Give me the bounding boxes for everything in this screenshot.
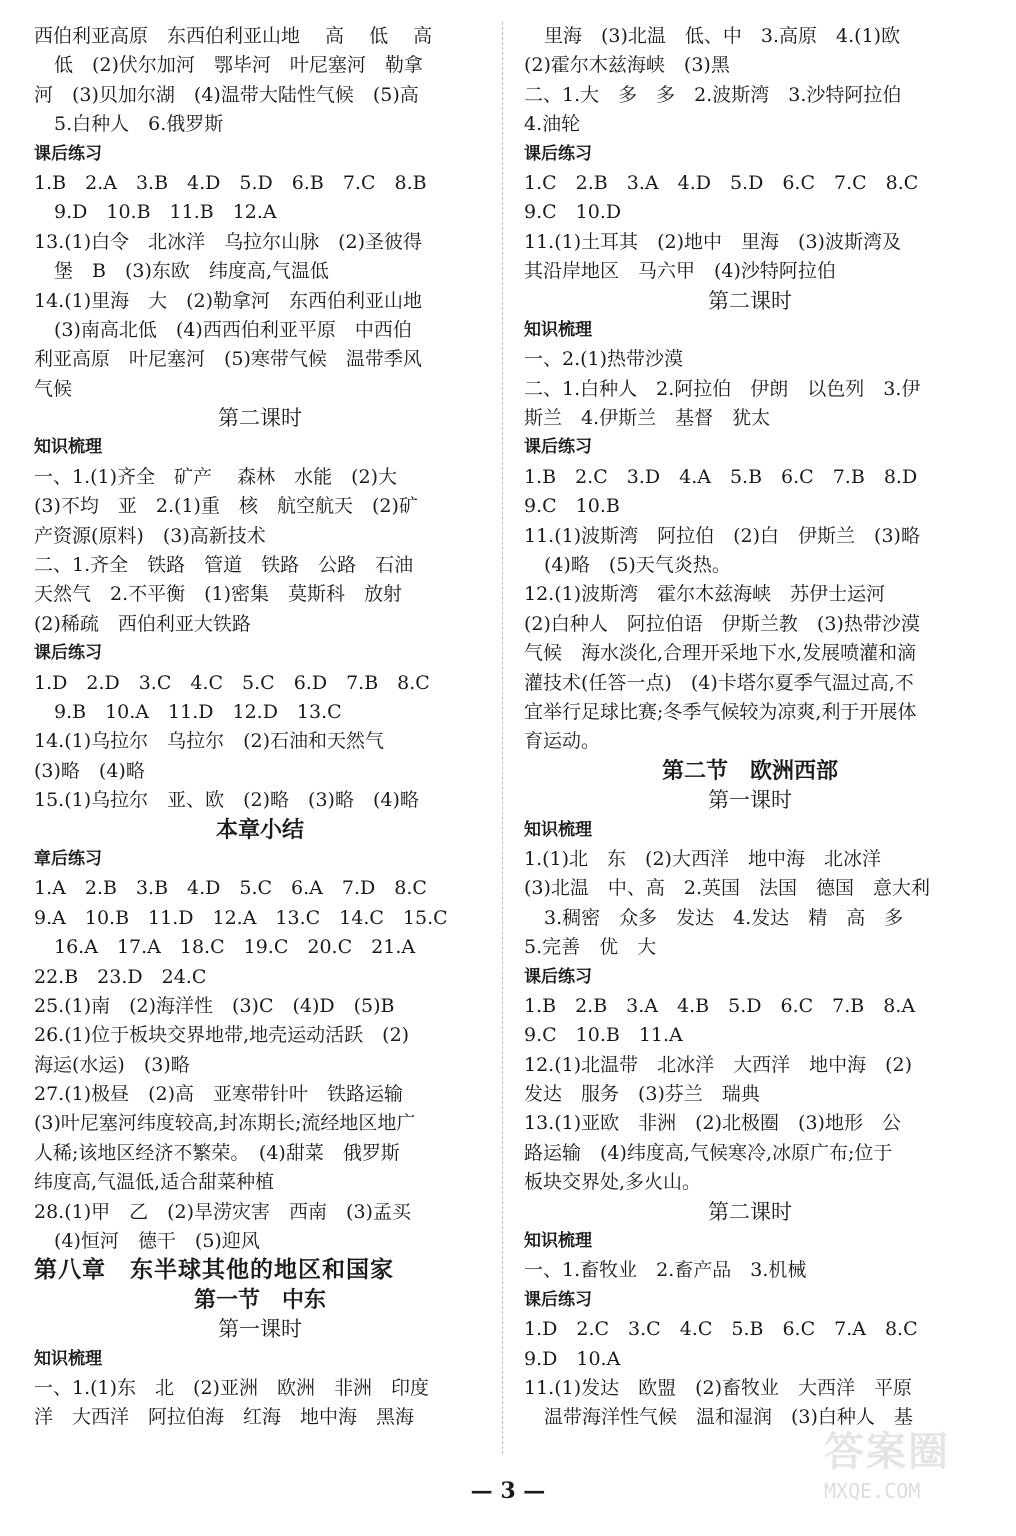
text-line: 4.油轮 <box>524 113 581 136</box>
text-line: 育运动。 <box>524 730 601 753</box>
text-line: 1.B 2.B 3.A 4.B 5.D 6.C 7.B 8.A <box>524 994 916 1017</box>
text-line: 16.A 17.A 18.C 19.C 20.C 21.A <box>54 936 416 959</box>
subheading: 知识梳理 <box>34 437 102 458</box>
text-line: 二、1.大 多 多 2.波斯湾 3.沙特阿拉伯 <box>524 83 902 106</box>
subheading: 课后练习 <box>524 143 592 164</box>
text-line: 22.B 23.D 24.C <box>34 965 207 988</box>
text-line: 堡 B (3)东欧 纬度高,气温低 <box>54 260 329 283</box>
text-line: 9.B 10.A 11.D 12.D 13.C <box>54 700 342 723</box>
text-line: 里海 (3)北温 低、中 3.高原 4.(1)欧 <box>544 25 901 47</box>
subheading: 课后练习 <box>524 966 592 987</box>
text-line: 洋 大西洋 阿拉伯海 红海 地中海 黑海 <box>34 1406 415 1429</box>
column-divider <box>502 22 504 1454</box>
text-line: 其沿岸地区 马六甲 (4)沙特阿拉伯 <box>524 260 836 283</box>
text-line: (3)北温 中、高 2.英国 法国 德国 意大利 <box>524 877 931 900</box>
subheading: 课后练习 <box>34 643 102 664</box>
subheading: 知识梳理 <box>524 1231 592 1252</box>
text-line: 9.C 10.B 11.A <box>524 1024 683 1047</box>
text-line: 9.C 10.B <box>524 495 620 518</box>
lesson-title: 第一课时 <box>708 788 792 813</box>
text-line: (2)霍尔木兹海峡 (3)黑 <box>524 54 730 77</box>
text-line: 14.(1)乌拉尔 乌拉尔 (2)石油和天然气 <box>34 730 385 753</box>
text-line: 低 (2)伏尔加河 鄂毕河 叶尼塞河 勒拿 <box>54 54 423 77</box>
text-line: 1.B 2.C 3.D 4.A 5.B 6.C 7.B 8.D <box>524 465 918 488</box>
text-line: (4)恒河 德干 (5)迎风 <box>54 1230 260 1253</box>
text-line: (3)叶尼塞河纬度较高,封冻期长;流经地区地广 <box>34 1112 416 1135</box>
text-line: (2)稀疏 西伯利亚大铁路 <box>34 612 251 635</box>
text-line: 纬度高,气温低,适合甜菜种植 <box>34 1171 275 1194</box>
text-line: 1.A 2.B 3.B 4.D 5.C 6.A 7.D 8.C <box>34 877 427 900</box>
text-line: 1.B 2.A 3.B 4.D 5.D 6.B 7.C 8.B <box>34 171 427 194</box>
text-line: 25.(1)南 (2)海洋性 (3)C (4)D (5)B <box>34 994 395 1017</box>
text-line: 28.(1)甲 乙 (2)旱涝灾害 西南 (3)孟买 <box>34 1200 411 1223</box>
text-line: 14.(1)里海 大 (2)勒拿河 东西伯利亚山地 <box>34 289 423 312</box>
subheading: 知识梳理 <box>524 819 592 840</box>
text-line: (2)白种人 阿拉伯语 伊斯兰教 (3)热带沙漠 <box>524 612 920 635</box>
text-line: 产资源(原料) (3)高新技术 <box>34 524 266 547</box>
text-line: (3)略 (4)略 <box>34 759 145 782</box>
text-line: 9.C 10.D <box>524 201 622 224</box>
text-line: 11.(1)波斯湾 阿拉伯 (2)白 伊斯兰 (3)略 <box>524 524 920 547</box>
text-line: 气候 <box>34 377 73 400</box>
text-line: 13.(1)亚欧 非洲 (2)北极圈 (3)地形 公 <box>524 1112 901 1135</box>
text-line: 11.(1)土耳其 (2)地中 里海 (3)波斯湾及 <box>524 230 901 253</box>
chapter-title: 第八章 东半球其他的地区和国家 <box>34 1257 394 1284</box>
text-line: 一、1.(1)东 北 (2)亚洲 欧洲 非洲 印度 <box>34 1376 429 1399</box>
section-title: 第二节 欧洲西部 <box>661 758 838 784</box>
lesson-title: 第一课时 <box>218 1317 302 1342</box>
lesson-title: 第二课时 <box>708 1199 792 1224</box>
text-line: 发达 服务 (3)芬兰 瑞典 <box>524 1083 760 1106</box>
text-line: 5.白种人 6.俄罗斯 <box>54 113 224 136</box>
text-line: 河 (3)贝加尔湖 (4)温带大陆性气候 (5)高 <box>34 83 419 106</box>
text-line: 12.(1)波斯湾 霍尔木兹海峡 苏伊士运河 <box>524 583 886 606</box>
text-line: 温带海洋性气候 温和湿润 (3)白种人 基 <box>544 1406 913 1429</box>
text-line: 一、1.(1)齐全 矿产 森林 水能 (2)大 <box>34 465 397 488</box>
text-line: 人稀;该地区经济不繁荣。 (4)甜菜 俄罗斯 <box>34 1141 400 1164</box>
text-line: 15.(1)乌拉尔 亚、欧 (2)略 (3)略 (4)略 <box>34 789 419 812</box>
subheading: 章后练习 <box>34 848 102 869</box>
text-line: 12.(1)北温带 北冰洋 大西洋 地中海 (2) <box>524 1053 913 1076</box>
text-line: 9.A 10.B 11.D 12.A 13.C 14.C 15.C <box>34 906 448 929</box>
text-line: 26.(1)位于板块交界地带,地壳运动活跃 (2) <box>34 1024 410 1047</box>
text-line: 斯兰 4.伊斯兰 基督 犹太 <box>524 407 771 430</box>
subheading: 课后练习 <box>524 1289 592 1310</box>
text-line: 宜举行足球比赛;冬季气候较为凉爽,利于开展体 <box>524 700 917 723</box>
text-line: 板块交界处,多火山。 <box>524 1171 702 1194</box>
page-number: — 3 — <box>470 1478 546 1504</box>
text-line: 二、1.齐全 铁路 管道 铁路 公路 石油 <box>34 554 414 577</box>
text-line: 利亚高原 叶尼塞河 (5)寒带气候 温带季风 <box>34 348 422 371</box>
text-line: (4)略 (5)天气炎热。 <box>544 554 731 577</box>
left-column <box>34 22 486 1433</box>
text-line: 二、1.白种人 2.阿拉伯 伊朗 以色列 3.伊 <box>524 377 921 400</box>
section-title: 第一节 中东 <box>193 1287 326 1313</box>
text-line: 一、1.畜牧业 2.畜产品 3.机械 <box>524 1259 807 1282</box>
text-line: 海运(水运) (3)略 <box>34 1053 190 1076</box>
lesson-title: 第二课时 <box>218 406 302 431</box>
text-line: 1.D 2.C 3.C 4.C 5.B 6.C 7.A 8.C <box>524 1318 918 1341</box>
watermark-url: MXQE.COM <box>824 1479 921 1503</box>
subheading: 知识梳理 <box>524 319 592 340</box>
subheading: 课后练习 <box>34 143 102 164</box>
watermark-logo <box>824 1420 974 1510</box>
text-line: 灌技术(任答一点) (4)卡塔尔夏季气温过高,不 <box>524 671 914 694</box>
text-line: 9.D 10.B 11.B 12.A <box>54 201 277 224</box>
text-line: (3)不均 亚 2.(1)重 核 航空航天 (2)矿 <box>34 495 418 518</box>
lesson-title: 第二课时 <box>708 288 792 313</box>
text-line: 1.(1)北 东 (2)大西洋 地中海 北冰洋 <box>524 847 881 870</box>
text-line: 一、2.(1)热带沙漠 <box>524 348 684 371</box>
text-line: 西伯利亚高原 东西伯利亚山地 高 低 高 <box>34 25 433 47</box>
text-line: 1.D 2.D 3.C 4.C 5.C 6.D 7.B 8.C <box>34 671 430 694</box>
text-line: 9.D 10.A <box>524 1347 621 1370</box>
text-line: 1.C 2.B 3.A 4.D 5.D 6.C 7.C 8.C <box>524 171 919 194</box>
text-line: 11.(1)发达 欧盟 (2)畜牧业 大西洋 平原 <box>524 1376 913 1399</box>
right-column <box>524 22 976 1433</box>
text-line: 天然气 2.不平衡 (1)密集 莫斯科 放射 <box>34 583 403 606</box>
text-line: 27.(1)极昼 (2)高 亚寒带针叶 铁路运输 <box>34 1083 404 1106</box>
section-title: 本章小结 <box>215 817 304 843</box>
text-line: 气候 海水淡化,合理开采地下水,发展喷灌和滴 <box>524 642 917 665</box>
subheading: 课后练习 <box>524 437 592 458</box>
text-line: 路运输 (4)纬度高,气候寒冷,冰原广布;位于 <box>524 1141 893 1164</box>
watermark-logo-text: 答案圈 <box>824 1429 950 1475</box>
text-line: 3.稠密 众多 发达 4.发达 精 高 多 <box>544 906 904 929</box>
text-line: 5.完善 优 大 <box>524 936 657 959</box>
text-line: (3)南高北低 (4)西西伯利亚平原 中西伯 <box>54 318 412 341</box>
text-line: 13.(1)白令 北冰洋 乌拉尔山脉 (2)圣彼得 <box>34 230 423 253</box>
subheading: 知识梳理 <box>34 1348 102 1369</box>
